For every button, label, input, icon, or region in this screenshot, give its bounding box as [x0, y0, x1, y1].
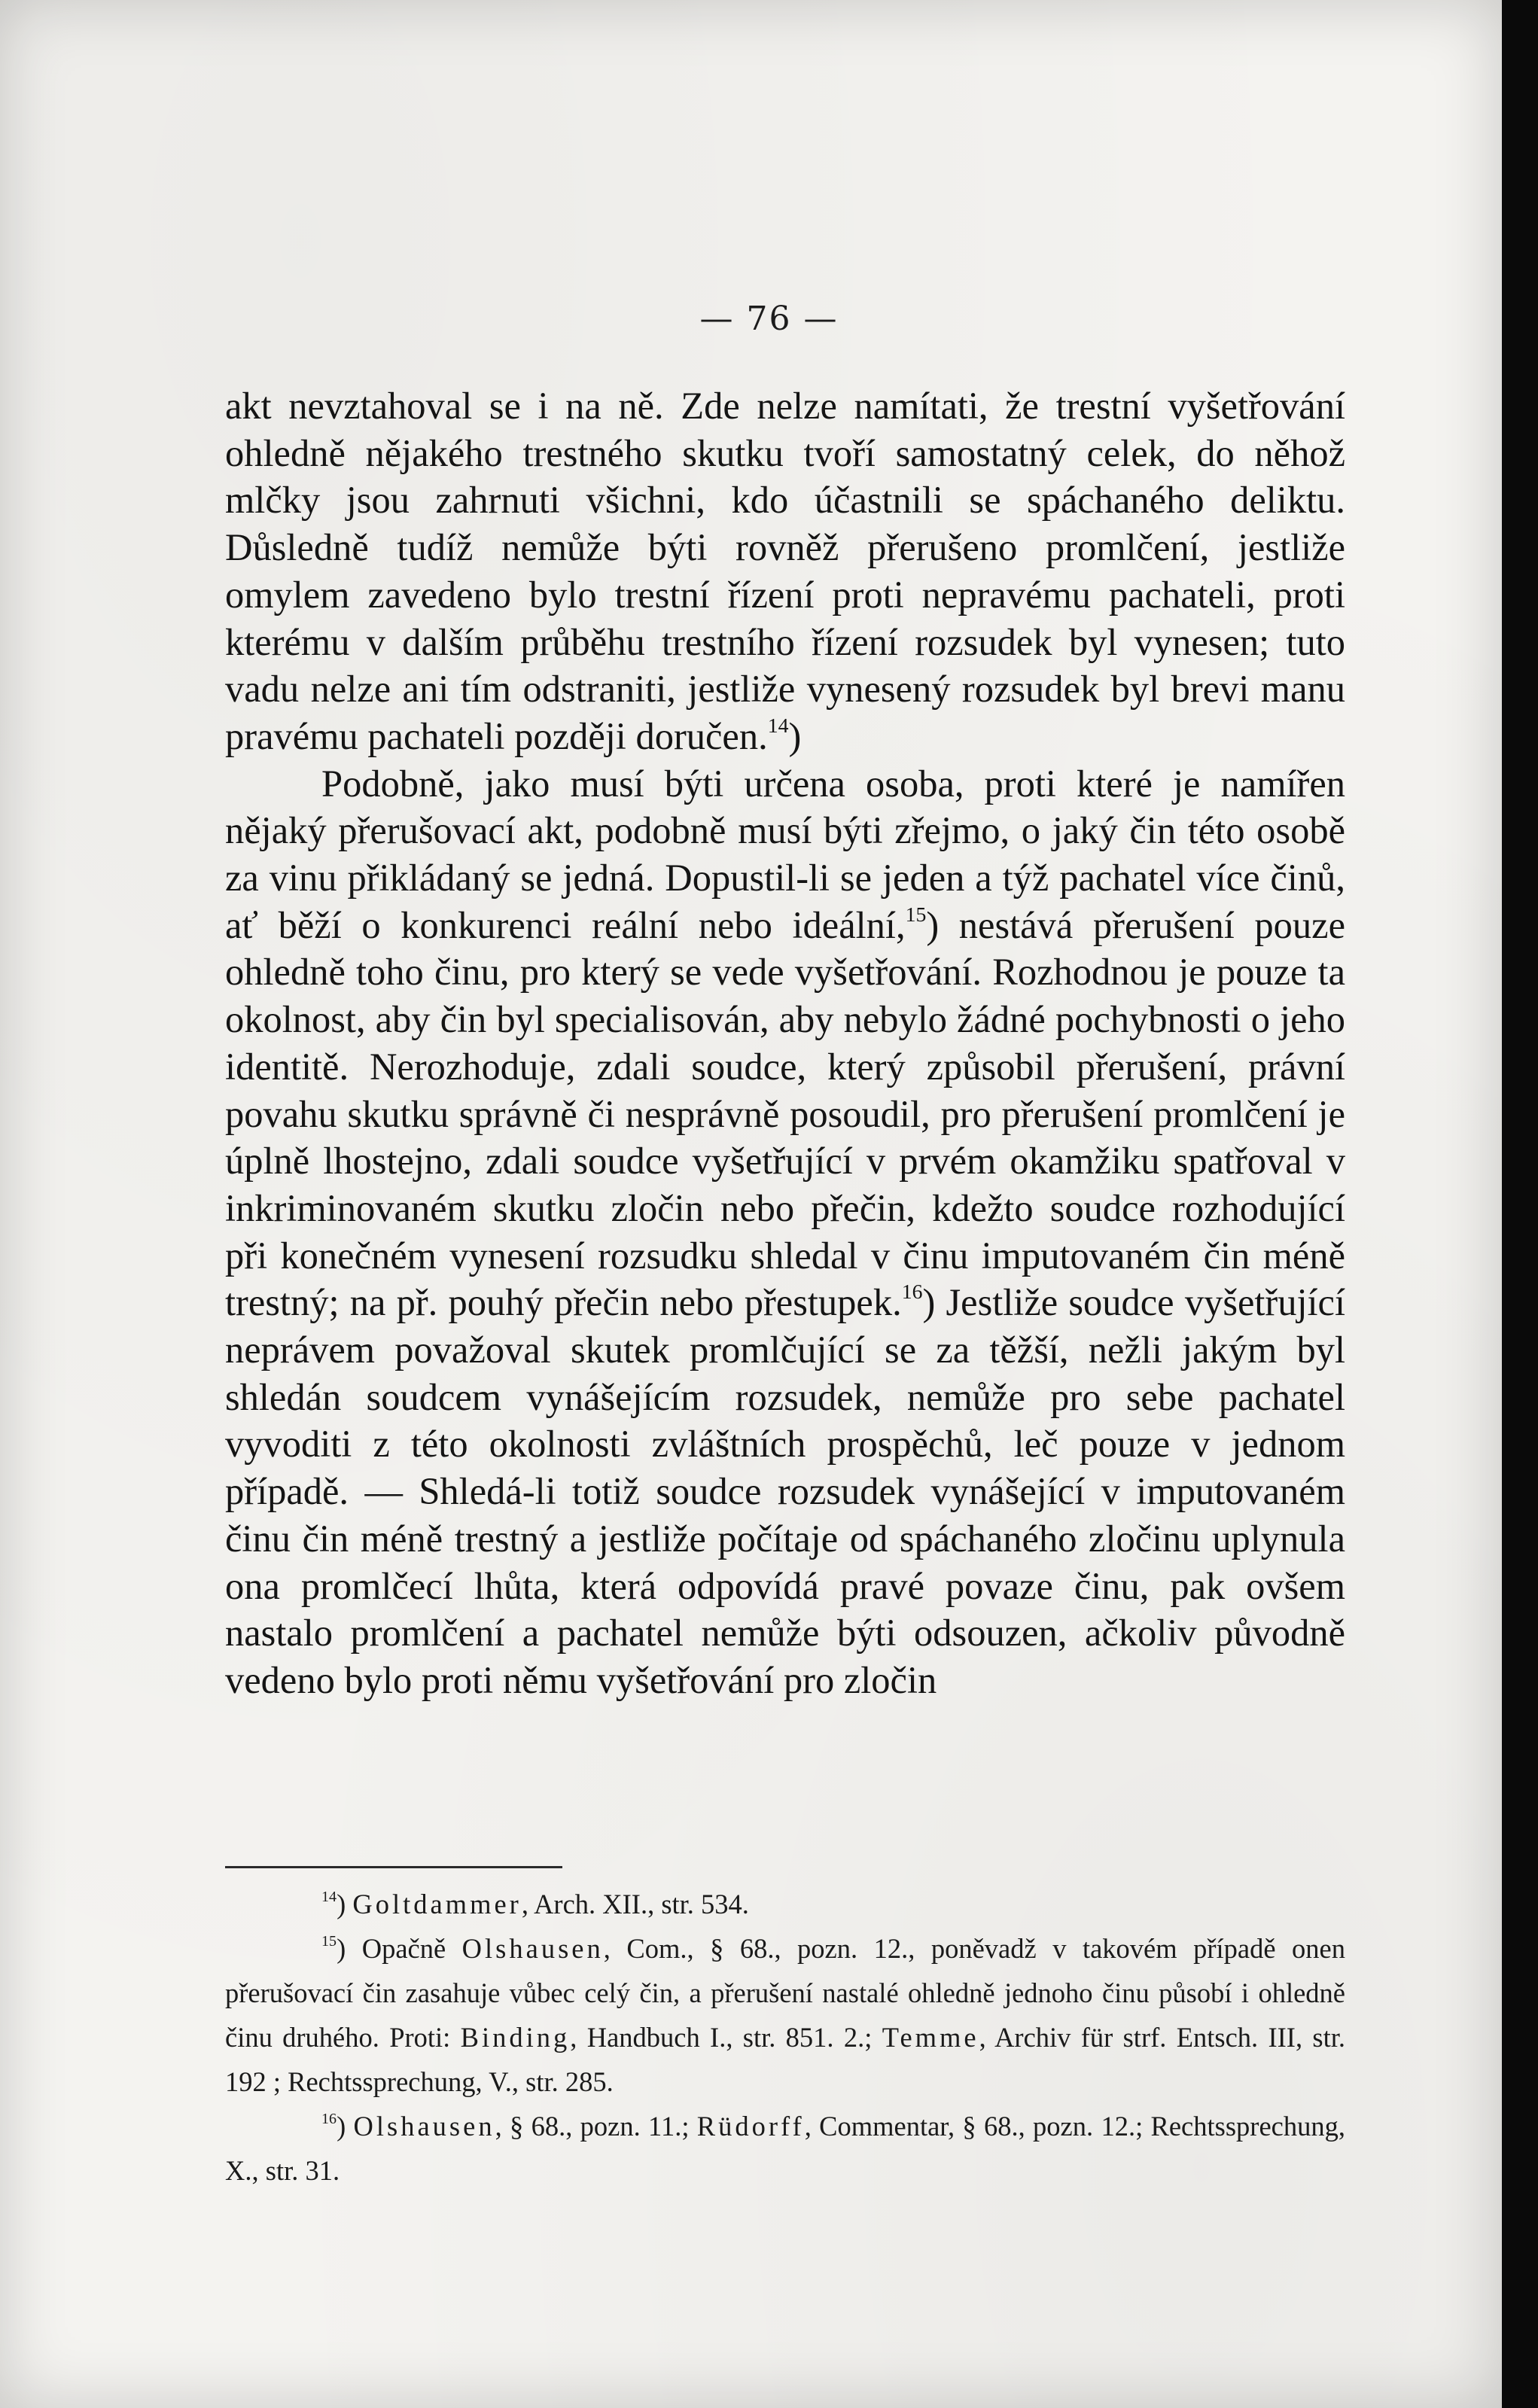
- footnote-author: Temme: [882, 2022, 979, 2053]
- paragraph-1-close: ): [788, 714, 802, 757]
- footnote-text: , Commentar, § 68., pozn. 12.; Rechtssprechung, X., str. 31.: [225, 2111, 1345, 2186]
- paragraph-2-text-a: Podobně, jako musí býti určena osoba, proti které je namířen nějaký přerušovací akt, podobně musí býti zřejmo, o jaký čin této osobě za vinu přikládaný se jedná. Dopustil-li se jeden a týž pachatel více činů, ať běží o konkurenci reální nebo ideální,: [225, 762, 1345, 946]
- footnote-author: Rüdorff: [696, 2111, 805, 2142]
- footnote-prefix: Opačně: [361, 1933, 462, 1964]
- footnote-mark: 14: [321, 1888, 337, 1905]
- paragraph-1-text: akt nevztahoval se i na ně. Zde nelze namítati, že trestní vyšetřování ohledně nějakého trestného skutku tvoří samostatný celek, do něhož mlčky jsou zahrnuti všichni, kdo účastnili se spáchaného deliktu. Důsledně tudíž nemůže býti rovněž přerušeno promlčení, jestliže omylem zavedeno bylo trestní řízení proti nepravému pachateli, proti kterému v dalším průběhu trestního řízení rozsudek byl vynesen; tuto vadu nelze ani tím odstraniti, jestliže vynesený rozsudek byl brevi manu pravému pachateli později doručen.: [225, 385, 1345, 757]
- footnote-15: $^{15}$) Opačně Olshausen, Com., § 68., pozn. 12., poněvadž v takovém případě onen přerušovací čin zasahuje vůbec celý čin, a přerušení nastalé ohledně jednoho činu působí i ohledně činu druhého. Proti: Binding, Handbuch I., str. 851. 2.; Temme, Archiv für strf. Entsch. III, str. 192 ; Rechtssprechung, V., str. 285.: [225, 1932, 1345, 2097]
- paragraph-2-text-c: ) Jestliže soudce vyšetřující neprávem považoval skutek promlčující se za těžší, nežli jakým byl shledán soudcem vynášejícím rozsudek, nemůže pro sebe pachatel vyvoditi z této okolnosti zvláštních prospěchů, leč pouze v jednom případě. — Shledá-li totiž soudce rozsudek vynášející v imputovaném činu čin méně trestný a jestliže počítaje od spáchaného zločinu uplynula ona promlčecí lhůta, která odpovídá pravé povaze činu, pak ovšem nastalo promlčení a pachatel nemůže býti odsouzen, ačkoliv původně vedeno bylo proti němu vyšetřování pro zločin: [225, 1281, 1345, 1701]
- footnote-text: , § 68., pozn. 11.;: [495, 2111, 697, 2142]
- page-number: — 76 —: [699, 300, 839, 338]
- footnote-author: Olshausen: [461, 1933, 604, 1964]
- footnote-14: $^{14}$) Goltdammer, Arch. XII., str. 534.: [321, 1888, 749, 1919]
- footnote-ref-15: 15: [905, 903, 927, 927]
- footnote-text: , Com., § 68., pozn. 12., poněvadž v takovém případě onen přerušovací čin zasahuje vůbec celý čin, a přerušení nastalé ohledně jednoho činu působí i ohledně činu druhého. Proti:: [225, 1933, 1345, 2053]
- footnote-ref-14: 14: [767, 714, 789, 738]
- footnote-author: Goltdammer: [352, 1889, 522, 1919]
- body-text: [225, 382, 1345, 1704]
- footnote-author: Binding: [460, 2022, 571, 2053]
- footnote-ref-16: 16: [901, 1280, 923, 1304]
- footnote-divider: [225, 1866, 562, 1868]
- footnote-text: , Handbuch I., str. 851. 2.;: [570, 2022, 882, 2053]
- footnote-mark: 16: [321, 2110, 337, 2127]
- footnote-16: $^{16}$) Olshausen, § 68., pozn. 11.; Rüdorff, Commentar, § 68., pozn. 12.; Rechtssprechung, X., str. 31.: [225, 2110, 1345, 2186]
- paragraph-2-text-b: ) nestává přerušení pouze ohledně toho činu, pro který se vede vyšetřování. Rozhodnou je pouze ta okolnost, aby čin byl specialisován, aby nebylo žádné pochybnosti o jeho identitě. Nerozhoduje, zdali soudce, který způsobil přerušení, právní povahu skutku správně či nesprávně posoudil, pro přerušení promlčení je úplně lhostejno, zdali soudce vyšetřující v prvém okamžiku spatřoval v inkriminovaném skutku zločin nebo přečin, kdežto soudce rozhodující při konečném vynesení rozsudku shledal v činu imputovaném čin méně trestný; na př. pouhý přečin nebo přestupek.: [225, 903, 1345, 1324]
- footnote-mark: 15: [321, 1932, 337, 1950]
- footnote-text: , Arch. XII., str. 534.: [521, 1889, 749, 1919]
- footnote-author: Olshausen: [353, 2111, 495, 2142]
- footnotes: [225, 1882, 1345, 2193]
- paragraph-2: [225, 760, 1345, 1704]
- paragraph-1: [225, 382, 1345, 760]
- footnote-text: , Archiv für strf. Entsch. III, str. 192 ; Rechtssprechung, V., str. 285.: [225, 2022, 1345, 2097]
